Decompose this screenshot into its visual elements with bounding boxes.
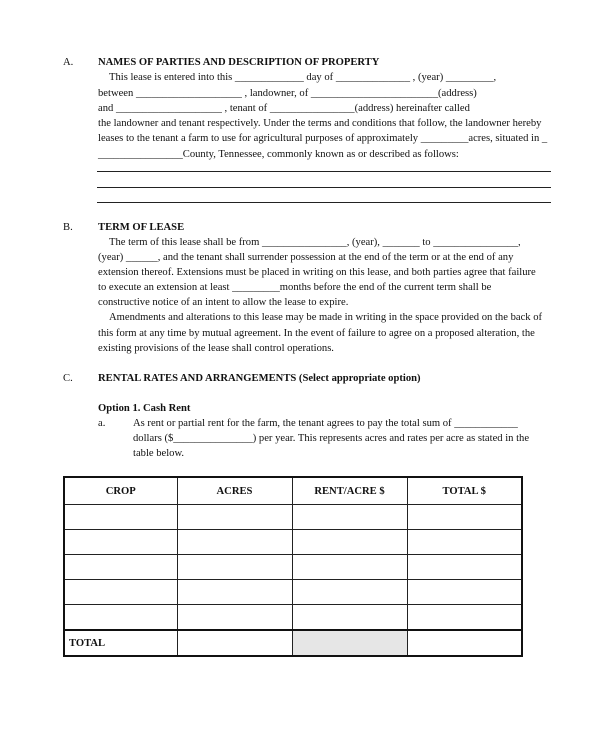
total-cell[interactable] — [407, 605, 522, 631]
total-label: TOTAL — [64, 630, 177, 656]
section-b-letter: B. — [63, 222, 73, 233]
table-row — [64, 505, 522, 530]
header-rent-per-acre: RENT/ACRE $ — [292, 477, 407, 505]
crop-cell[interactable] — [64, 605, 177, 631]
rent-per-acre-cell[interactable] — [292, 580, 407, 605]
acres-cell[interactable] — [177, 530, 292, 555]
section-b-line-8: existing provisions of the lease shall control operations. — [98, 343, 334, 354]
table-row — [64, 530, 522, 555]
section-a-line-5: leases to the tenant a farm to use for agricultural purposes of approximately _________acres, situated in _ — [98, 133, 548, 144]
header-total: TOTAL $ — [407, 477, 522, 505]
item-a-letter: a. — [98, 418, 106, 429]
acres-cell[interactable] — [177, 580, 292, 605]
rent-per-acre-cell[interactable] — [292, 530, 407, 555]
section-c-letter: C. — [63, 373, 73, 384]
total-acres-cell[interactable] — [177, 630, 292, 656]
section-a-line-1: This lease is entered into this _____________ day of ______________ , (year) _________, — [109, 72, 497, 83]
rent-per-acre-cell[interactable] — [292, 605, 407, 631]
section-a-letter: A. — [63, 57, 74, 68]
rent-per-acre-cell[interactable] — [292, 555, 407, 580]
section-b-line-7: this form at any time by mutual agreement. In the event of failure to agree on a proposed alteration, the — [98, 328, 535, 339]
section-c-heading: RENTAL RATES AND ARRANGEMENTS (Select appropriate option) — [98, 373, 421, 384]
table-total-row — [64, 630, 522, 656]
item-a-line-2: dollars ($_______________) per year. This represents acres and rates per acre as stated in the — [133, 433, 530, 444]
total-cell[interactable] — [407, 555, 522, 580]
item-a-line-1: As rent or partial rent for the farm, the tenant agrees to pay the total sum of ____________ — [133, 418, 518, 429]
table-row — [64, 605, 522, 631]
crop-cell[interactable] — [64, 580, 177, 605]
crop-cell[interactable] — [64, 555, 177, 580]
header-acres: ACRES — [177, 477, 292, 505]
total-rent-per-acre-cell-shaded — [292, 630, 407, 656]
total-cell[interactable] — [407, 530, 522, 555]
acres-cell[interactable] — [177, 605, 292, 631]
section-b-line-4: to execute an extension at least _________months before the end of the current term shall be — [98, 282, 492, 293]
crop-cell[interactable] — [64, 530, 177, 555]
acres-cell[interactable] — [177, 555, 292, 580]
description-line[interactable] — [97, 202, 551, 203]
section-a-line-6: ________________County, Tennessee, commonly known as or described as follows: — [98, 149, 459, 160]
section-b-line-6: Amendments and alterations to this lease may be made in writing in the space provided on the back of — [109, 312, 543, 323]
total-cell[interactable] — [407, 580, 522, 605]
section-a-line-3: and ____________________ , tenant of ________________(address) hereinafter called — [98, 103, 470, 114]
header-crop: CROP — [64, 477, 177, 505]
section-a-heading: NAMES OF PARTIES AND DESCRIPTION OF PROPERTY — [98, 57, 380, 68]
grand-total-cell[interactable] — [407, 630, 522, 656]
total-cell[interactable] — [407, 505, 522, 530]
cash-rent-table — [63, 476, 523, 657]
rent-per-acre-cell[interactable] — [292, 505, 407, 530]
crop-cell[interactable] — [64, 505, 177, 530]
section-b-line-3: extension thereof. Extensions must be placed in writing on this lease, and both parties agree that failure — [98, 267, 536, 278]
description-line[interactable] — [97, 187, 551, 188]
table-row — [64, 555, 522, 580]
table-header-row — [64, 477, 522, 505]
acres-cell[interactable] — [177, 505, 292, 530]
description-line[interactable] — [97, 171, 551, 172]
section-a-line-4: the landowner and tenant respectively. Under the terms and conditions that follow, the landowner hereby — [98, 118, 542, 129]
table-row — [64, 580, 522, 605]
item-a-line-3: table below. — [133, 448, 185, 459]
section-b-line-1: The term of this lease shall be from ________________, (year), _______ to ________________, — [109, 237, 521, 248]
section-a-line-2: between ____________________ , landowner, of ________________________(address) — [98, 88, 477, 99]
section-b-line-5: constructive notice of an intent to allow the lease to expire. — [98, 297, 349, 308]
section-b-line-2: (year) ______, and the tenant shall surrender possession at the end of the term or at the end of any — [98, 252, 514, 263]
section-b-heading: TERM OF LEASE — [98, 222, 185, 233]
option-1-title: Option 1. Cash Rent — [98, 403, 191, 414]
